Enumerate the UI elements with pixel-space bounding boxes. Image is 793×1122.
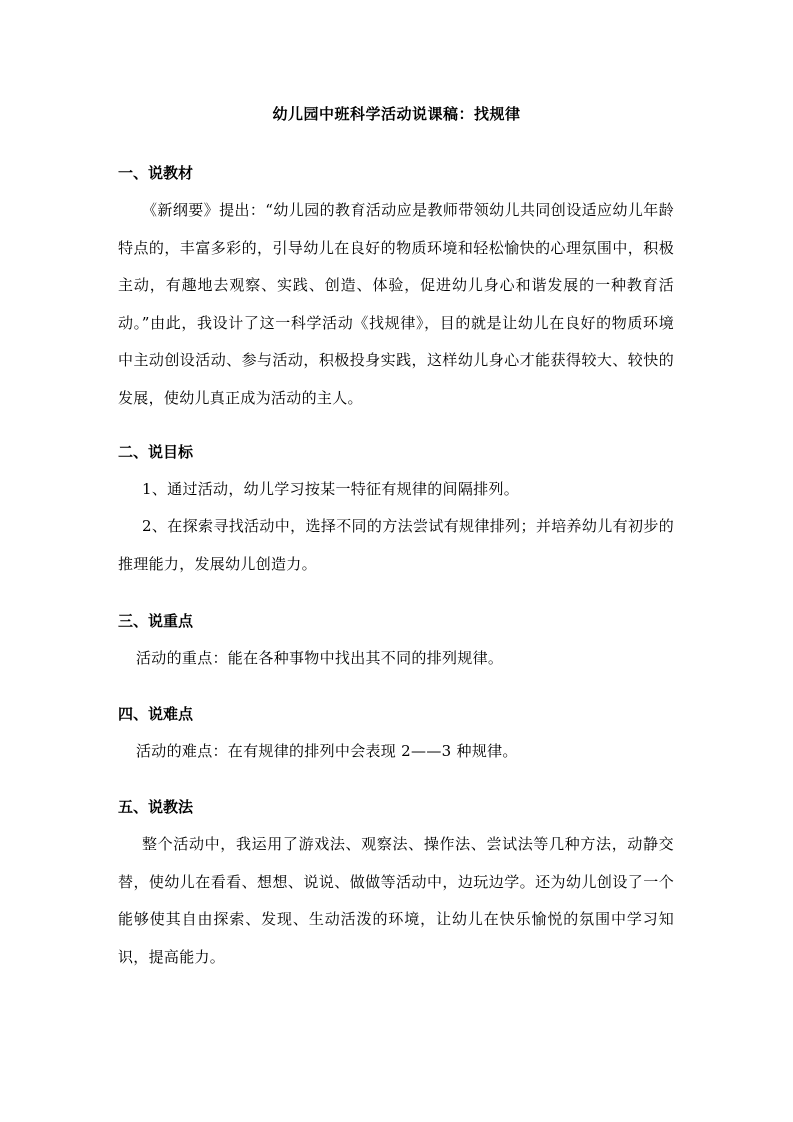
- section-heading-textbook: 一、说教材: [118, 164, 194, 182]
- goal-item: 2、在探索寻找活动中，选择不同的方法尝试有规律排列；并培养幼儿有初步的推理能力，发展幼儿创造力。: [118, 517, 674, 573]
- section-paragraph: 活动的难点：在有规律的排列中会表现 2——3 种规律。: [136, 742, 518, 760]
- section-heading-methods: 五、说教法: [118, 798, 194, 816]
- goal-item: 1、通过活动，幼儿学习按某一特征有规律的间隔排列。: [142, 480, 520, 498]
- section-paragraph: 活动的重点：能在各种事物中找出其不同的排列规律。: [136, 649, 504, 667]
- section-paragraph: 整个活动中，我运用了游戏法、观察法、操作法、尝试法等几种方法，动静交替，使幼儿在看看、想想、说说、做做等活动中，边玩边学。还为幼儿创设了一个能够使其自由探索、发现、生动活泼的环境，让幼儿在快乐愉悦的氛围中学习知识，提高能力。: [118, 835, 674, 966]
- section-heading-focus: 三、说重点: [118, 612, 194, 630]
- section-heading-difficulty: 四、说难点: [118, 705, 194, 723]
- section-paragraph: 《新纲要》提出：“幼儿园的教育活动应是教师带领幼儿共同创设适应幼儿年龄特点的，丰富多彩的，引导幼儿在良好的物质环境和轻松愉快的心理氛围中，积极主动，有趣地去观察、实践、创造、体验，促进幼儿身心和谐发展的一种教育活动。”由此，我设计了这一科学活动《找规律》，目的就是让幼儿在良好的物质环境中主动创设活动、参与活动，积极投身实践，这样幼儿身心才能获得较大、较快的发展，使幼儿真正成为活动的主人。: [118, 201, 674, 407]
- section-heading-goals: 二、说目标: [118, 443, 194, 461]
- page-title: 幼儿园中班科学活动说课稿：找规律: [272, 105, 521, 123]
